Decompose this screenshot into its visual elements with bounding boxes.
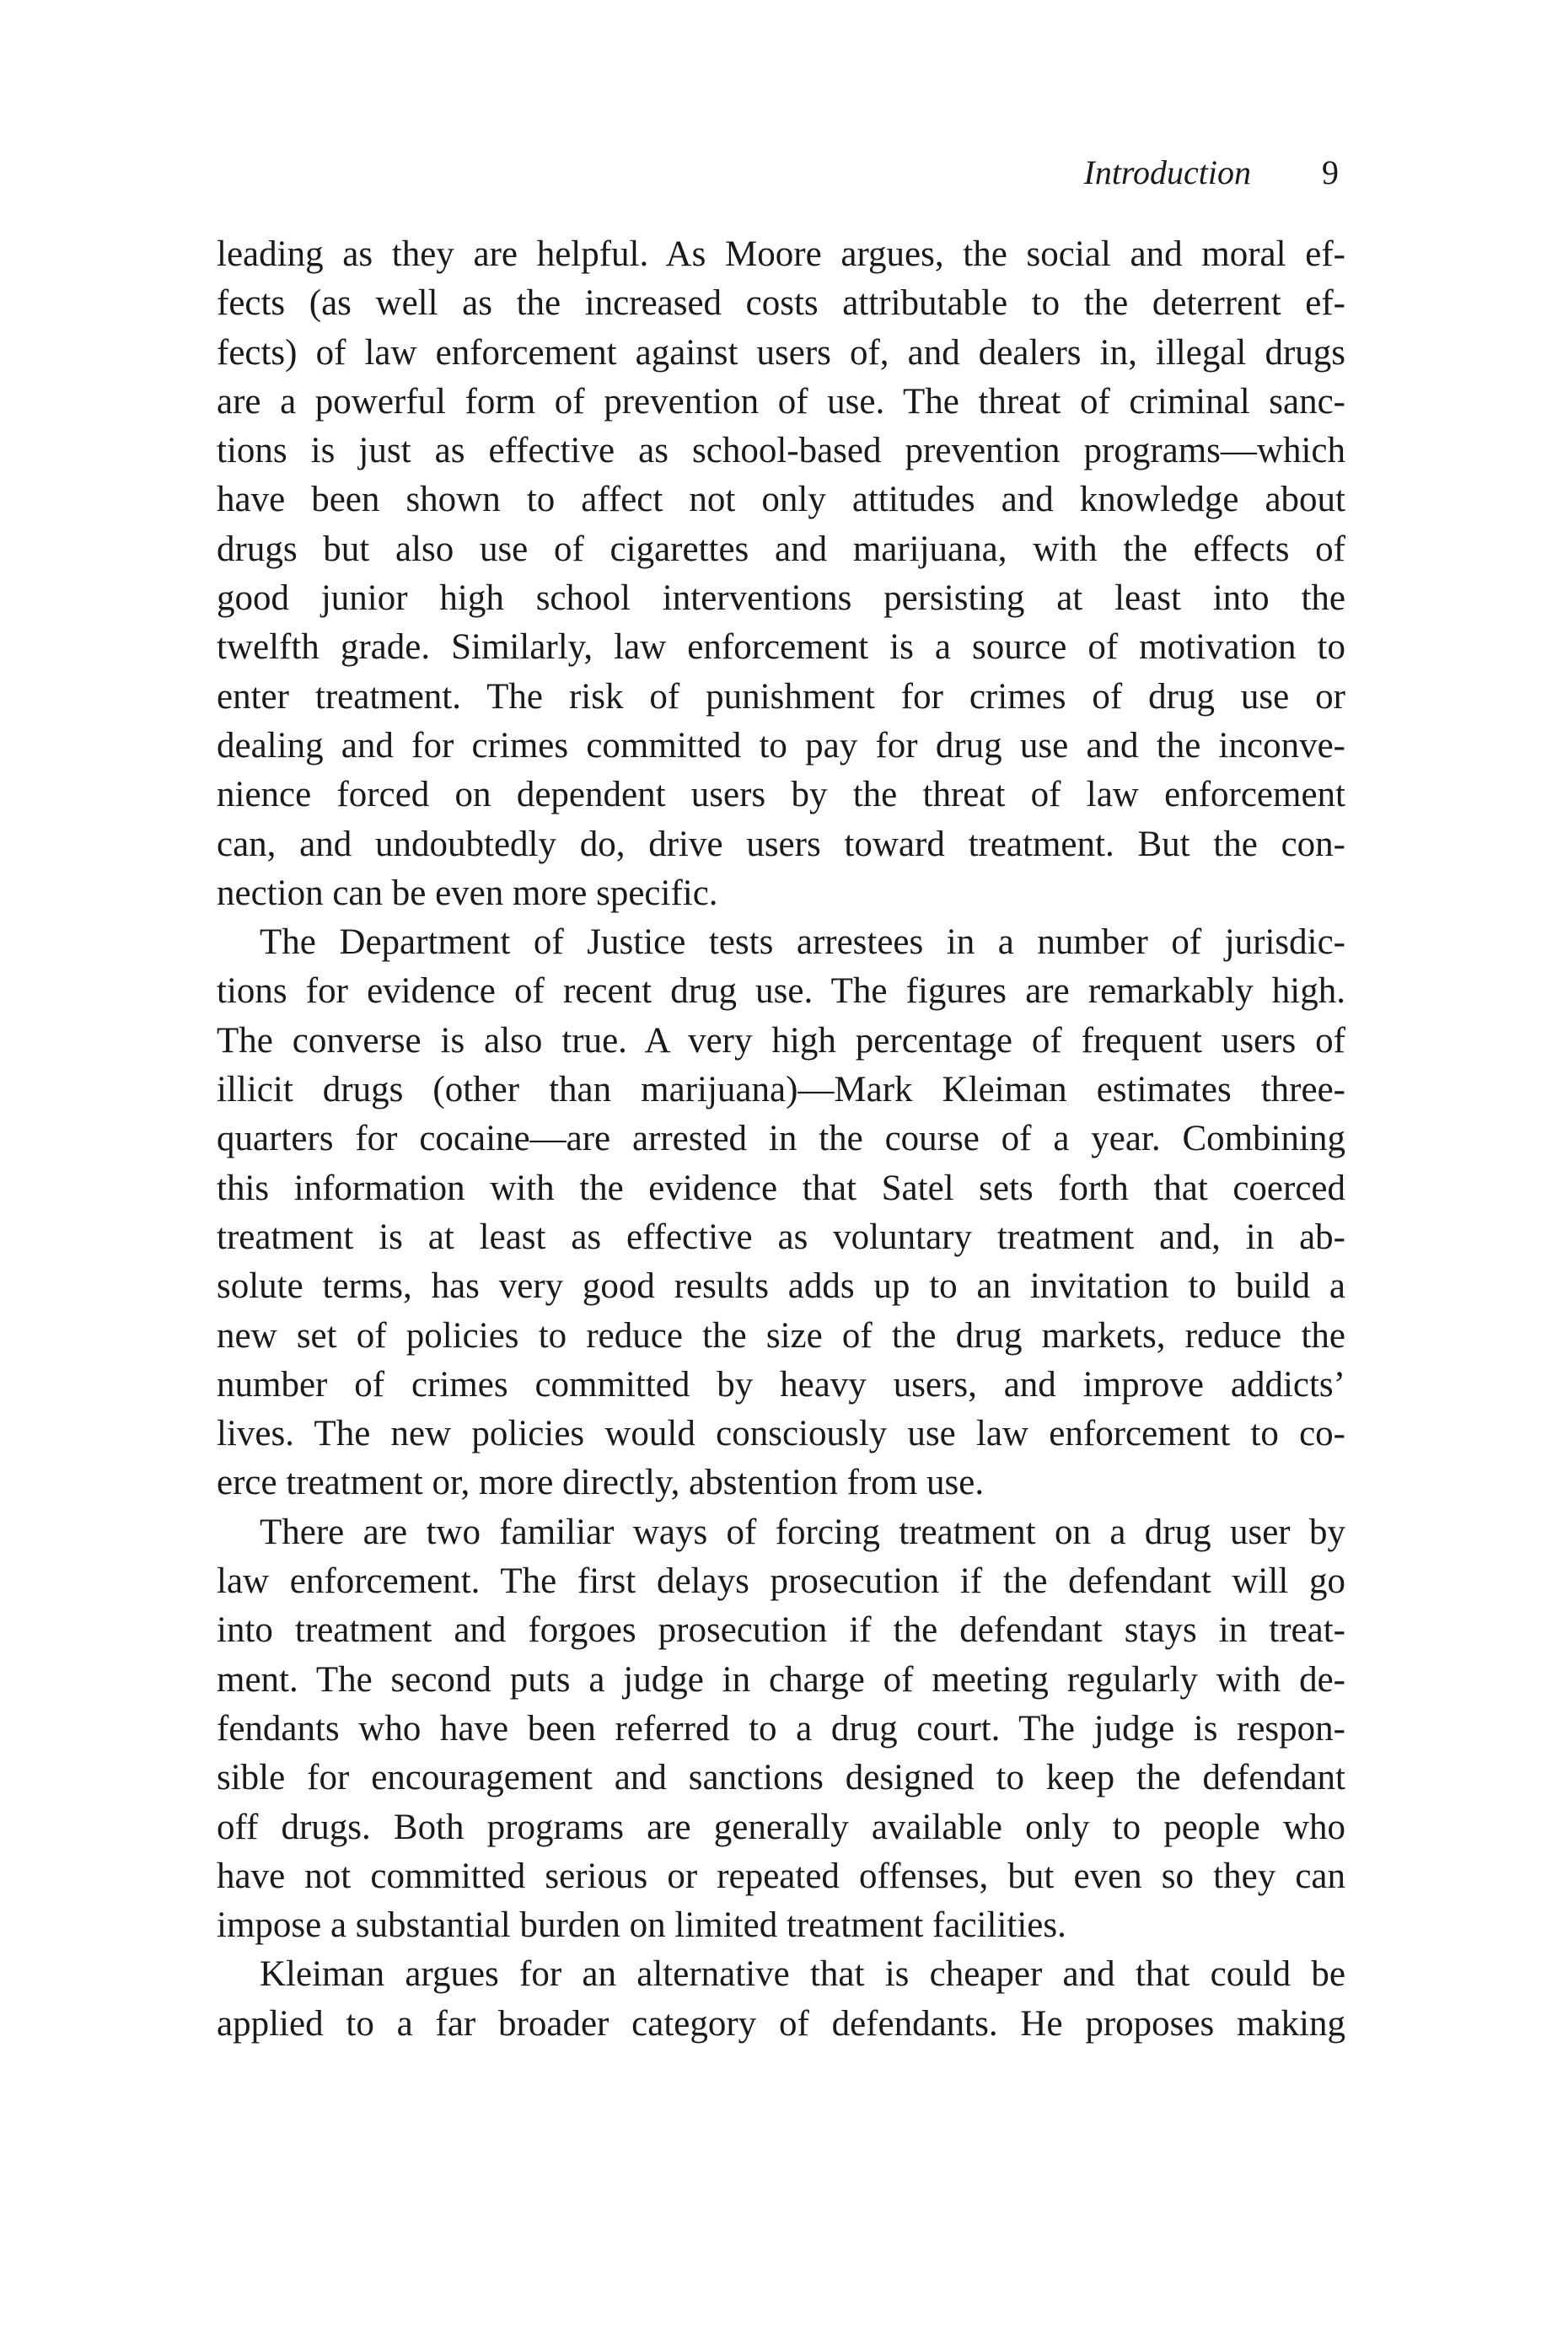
text-line: nience forced on dependent users by the threat of law enforcement bbox=[217, 775, 1345, 815]
text-line: drugs but also use of cigarettes and marijuana, with the effects of bbox=[217, 529, 1345, 569]
paragraph bbox=[217, 1950, 1345, 2049]
text-line: ment. The second puts a judge in charge of meeting regularly with de- bbox=[217, 1659, 1345, 1700]
text-line: leading as they are helpful. As Moore argues, the social and moral ef- bbox=[217, 234, 1345, 274]
text-line: law enforcement. The first delays prosecution if the defendant will go bbox=[217, 1561, 1345, 1602]
body-text bbox=[217, 230, 1345, 2049]
text-line: There are two familiar ways of forcing treatment on a drug user by bbox=[260, 1512, 1345, 1552]
text-line: lives. The new policies would consciously use law enforcement to co- bbox=[217, 1414, 1345, 1454]
text-line: treatment is at least as effective as voluntary treatment and, in ab- bbox=[217, 1217, 1345, 1257]
running-head bbox=[1084, 152, 1340, 194]
page-number: 9 bbox=[1322, 153, 1339, 191]
text-line: sible for encouragement and sanctions designed to keep the defendant bbox=[217, 1758, 1345, 1798]
running-head-title: Introduction bbox=[1083, 153, 1251, 191]
text-line: have been shown to affect not only attitudes and knowledge about bbox=[217, 480, 1345, 520]
text-line: have not committed serious or repeated offenses, but even so they can bbox=[217, 1856, 1345, 1896]
text-line: this information with the evidence that Satel sets forth that coerced bbox=[217, 1168, 1345, 1208]
paragraph bbox=[217, 918, 1345, 1508]
text-line: Kleiman argues for an alternative that is cheaper and that could be bbox=[260, 1954, 1345, 1995]
text-line: tions is just as effective as school-based prevention programs—which bbox=[217, 431, 1345, 471]
text-line: new set of policies to reduce the size of the drug markets, reduce the bbox=[217, 1315, 1345, 1356]
paragraph bbox=[217, 1508, 1345, 1951]
text-line: enter treatment. The risk of punishment for crimes of drug use or bbox=[217, 676, 1345, 717]
text-line: solute terms, has very good results adds up to an invitation to build a bbox=[217, 1266, 1345, 1307]
text-line: erce treatment or, more directly, abstention from use. bbox=[217, 1463, 985, 1503]
text-line: twelfth grade. Similarly, law enforcement is a source of motivation to bbox=[217, 627, 1345, 668]
text-line: The converse is also true. A very high percentage of frequent users of bbox=[217, 1020, 1345, 1061]
text-line: fendants who have been referred to a drug court. The judge is respon- bbox=[217, 1708, 1345, 1749]
text-line: dealing and for crimes committed to pay for drug use and the inconve- bbox=[217, 725, 1345, 766]
text-line: good junior high school interventions persisting at least into the bbox=[217, 578, 1345, 619]
text-line: tions for evidence of recent drug use. The figures are remarkably high. bbox=[217, 971, 1345, 1012]
text-line: impose a substantial burden on limited treatment facilities. bbox=[217, 1905, 1066, 1946]
text-line: illicit drugs (other than marijuana)—Mark Kleiman estimates three- bbox=[217, 1070, 1345, 1110]
paragraph bbox=[217, 230, 1345, 918]
text-line: fects (as well as the increased costs attributable to the deterrent ef- bbox=[217, 283, 1345, 324]
text-line: quarters for cocaine—are arrested in the course of a year. Combining bbox=[217, 1119, 1345, 1159]
text-line: The Department of Justice tests arrestees in a number of jurisdic- bbox=[260, 922, 1345, 963]
text-line: can, and undoubtedly do, drive users toward treatment. But the con- bbox=[217, 824, 1345, 864]
text-line: number of crimes committed by heavy users, and improve addicts’ bbox=[217, 1364, 1345, 1405]
text-line: nection can be even more specific. bbox=[217, 873, 718, 913]
text-line: are a powerful form of prevention of use. The threat of criminal sanc- bbox=[217, 381, 1345, 422]
text-line: applied to a far broader category of defendants. He proposes making bbox=[217, 2003, 1345, 2044]
text-line: into treatment and forgoes prosecution if the defendant stays in treat- bbox=[217, 1610, 1345, 1651]
text-line: off drugs. Both programs are generally available only to people who bbox=[217, 1807, 1345, 1847]
text-line: fects) of law enforcement against users of, and dealers in, illegal drugs bbox=[217, 332, 1345, 373]
